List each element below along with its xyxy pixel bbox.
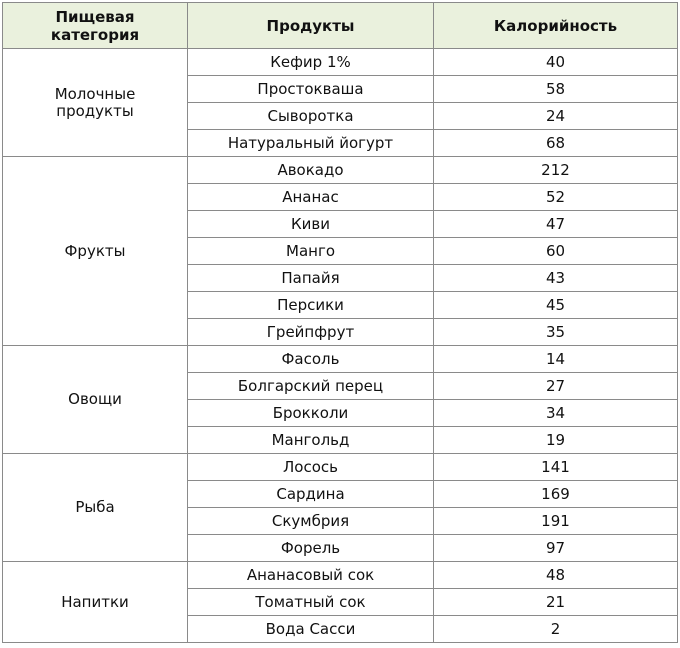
table-row	[3, 454, 678, 481]
category-cell	[3, 454, 188, 562]
product-name: Лосось	[188, 454, 434, 481]
calorie-value: 40	[434, 49, 678, 76]
product-name: Томатный сок	[188, 589, 434, 616]
product-name: Скумбрия	[188, 508, 434, 535]
table-header	[3, 3, 678, 49]
calorie-value: 169	[434, 481, 678, 508]
table-body	[3, 49, 678, 643]
calorie-value: 212	[434, 157, 678, 184]
category-cell	[3, 346, 188, 454]
calorie-value: 21	[434, 589, 678, 616]
product-name: Сардина	[188, 481, 434, 508]
product-name: Авокадо	[188, 157, 434, 184]
product-name: Персики	[188, 292, 434, 319]
category-label: продукты	[56, 101, 134, 120]
calorie-value: 2	[434, 616, 678, 643]
category-cell	[3, 49, 188, 157]
product-name: Манго	[188, 238, 434, 265]
product-name: Натуральный йогурт	[188, 130, 434, 157]
product-name: Болгарский перец	[188, 373, 434, 400]
header-category	[3, 3, 188, 49]
product-name: Киви	[188, 211, 434, 238]
calorie-value: 47	[434, 211, 678, 238]
table-row	[3, 157, 678, 184]
category-label: Рыба	[75, 498, 115, 516]
product-name: Кефир 1%	[188, 49, 434, 76]
calorie-table	[2, 2, 678, 643]
table-row	[3, 346, 678, 373]
category-label: Фрукты	[64, 241, 126, 260]
calorie-value: 14	[434, 346, 678, 373]
calorie-value: 141	[434, 454, 678, 481]
product-name: Папайя	[188, 265, 434, 292]
product-name: Простокваша	[188, 76, 434, 103]
calorie-value: 43	[434, 265, 678, 292]
product-name: Ананасовый сок	[188, 562, 434, 589]
product-name: Брокколи	[188, 400, 434, 427]
product-name: Вода Сасси	[188, 616, 434, 643]
calorie-value: 68	[434, 130, 678, 157]
header-row	[3, 3, 678, 49]
calorie-value: 48	[434, 562, 678, 589]
calorie-value: 60	[434, 238, 678, 265]
product-name: Сыворотка	[188, 103, 434, 130]
header-calories: Калорийность	[434, 3, 678, 49]
product-name: Грейпфрут	[188, 319, 434, 346]
calorie-value: 45	[434, 292, 678, 319]
calorie-value: 19	[434, 427, 678, 454]
calorie-value: 24	[434, 103, 678, 130]
category-cell	[3, 562, 188, 643]
header-category-line1: Пищевая	[55, 7, 135, 26]
product-name: Мангольд	[188, 427, 434, 454]
header-products: Продукты	[188, 3, 434, 49]
category-label: Напитки	[61, 592, 129, 611]
calorie-value: 52	[434, 184, 678, 211]
table-row	[3, 49, 678, 76]
category-label: Овощи	[68, 390, 122, 408]
calorie-value: 34	[434, 400, 678, 427]
calorie-value: 58	[434, 76, 678, 103]
category-cell	[3, 157, 188, 346]
category-label: Молочные	[54, 84, 136, 103]
calorie-value: 35	[434, 319, 678, 346]
calorie-value: 27	[434, 373, 678, 400]
calorie-value: 191	[434, 508, 678, 535]
calorie-value: 97	[434, 535, 678, 562]
product-name: Фасоль	[188, 346, 434, 373]
product-name: Форель	[188, 535, 434, 562]
table-row	[3, 562, 678, 589]
product-name: Ананас	[188, 184, 434, 211]
header-category-line2: категория	[50, 25, 140, 44]
